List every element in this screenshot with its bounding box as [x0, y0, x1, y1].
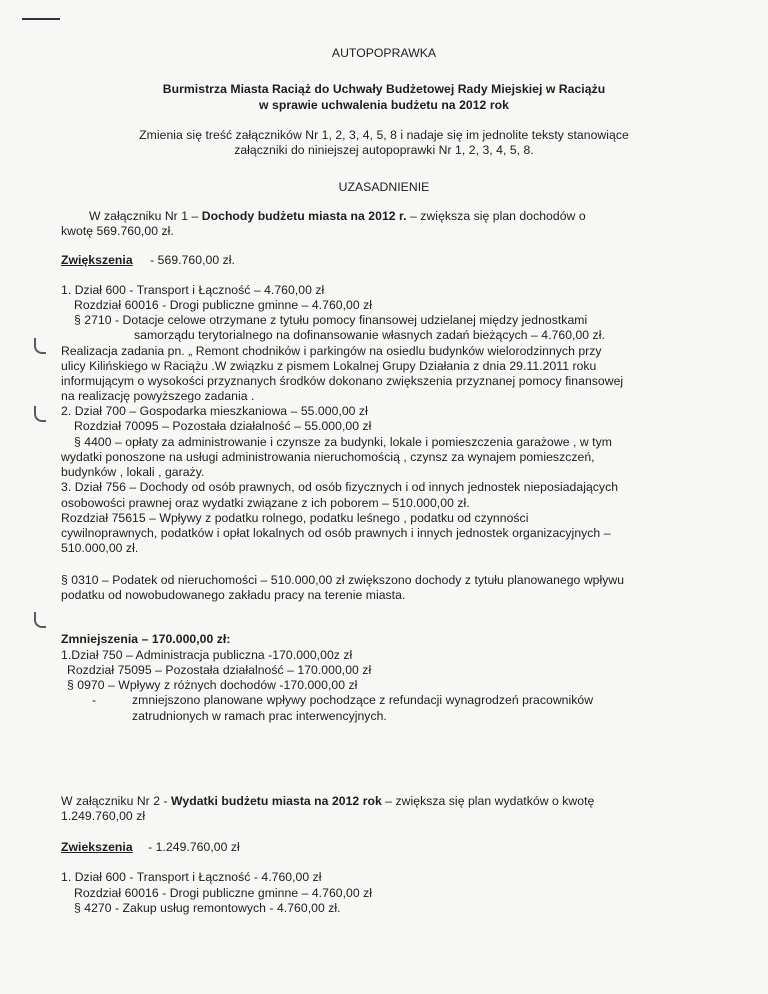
margin-pencil-mark [34, 612, 46, 628]
list-item: Realizacja zadania pn. „ Remont chodników i parkingów na osiedlu budynków wielorodzinnych przy [61, 344, 602, 358]
attachment2-prefix: W załączniku Nr 2 - [61, 794, 168, 808]
attachment1-line1 [89, 209, 586, 223]
attachment1-prefix: W załączniku Nr 1 – [89, 209, 199, 223]
increases-row-1 [61, 253, 235, 267]
decreases-dash: - [92, 693, 97, 707]
list-item: § 2710 - Dotacje celowe otrzymane z tytułu pomocy finansowej udzielanej między jednostkami [74, 313, 588, 327]
list-item: wydatki ponoszone na usługi administrowania nieruchomością , czynsz za wynajem pomieszczeń, [61, 450, 595, 464]
list-item: samorządu terytorialnego na dofinansowanie własnych zadań bieżących – 4.760,00 zł. [134, 328, 605, 342]
document-subtitle-line2: w sprawie uchwalenia budżetu na 2012 rok [259, 98, 509, 112]
list-item: osobowości prawnej oraz wydatki związane z ich poborem – 510.000,00 zł. [61, 496, 470, 510]
list-item: Rozdział 75615 – Wpływy z podatku rolnego, podatku leśnego , podatku od czynności [61, 511, 529, 525]
document-subtitle-line1: Burmistrza Miasta Raciąż do Uchwały Budżetowej Rady Miejskiej w Raciążu [162, 82, 606, 96]
scan-mark [22, 18, 60, 20]
list-item: Rozdział 60016 - Drogi publiczne gminne – 4.760,00 zł [74, 886, 373, 900]
decreases-heading: Zmniejszenia – 170.000,00 zł: [61, 632, 231, 646]
margin-pencil-mark [34, 338, 46, 354]
attachment1-bold-title: Dochody budżetu miasta na 2012 r. [201, 209, 407, 223]
list-item: Rozdział 60016 - Drogi publiczne gminne – 4.760,00 zł [74, 298, 373, 312]
list-item: Rozdział 70095 – Pozostała działalność – 55.000,00 zł [74, 419, 372, 433]
list-item: 1. Dział 600 - Transport i Łączność - 4.760,00 zł [61, 870, 322, 884]
margin-pencil-mark [34, 406, 46, 422]
list-item: na realizację powyższego zadania . [61, 389, 255, 403]
list-item: § 4270 - Zakup usług remontowych - 4.760,00 zł. [74, 901, 341, 915]
list-item: § 4400 – opłaty za administrowanie i czynsze za budynki, lokale i pomieszczenia garażowe , w tym [74, 435, 612, 449]
attachment2-line1 [61, 794, 594, 808]
decreases-line: § 0970 – Wpływy z różnych dochodów -170.000,00 zł [67, 678, 358, 692]
intro-line1: Zmienia się treść załączników Nr 1, 2, 3, 4, 5, 8 i nadaje się im jednolite teksty stanowiące [139, 128, 629, 142]
list-item: ulicy Kilińskiego w Raciążu .W związku z pismem Lokalnej Grupy Działania z dnia 29.11.2011 roku [61, 359, 597, 373]
increases-value: - 569.760,00 zł. [150, 253, 235, 267]
decreases-line: zatrudnionych w ramach prac interwencyjnych. [132, 709, 387, 723]
decreases-line: Rozdział 75095 – Pozostała działalność – 170.000,00 zł [67, 663, 372, 677]
list-item: 1. Dział 600 - Transport i Łączność – 4.760,00 zł [61, 283, 325, 297]
list-item: budynków , lokali , garaży. [61, 465, 205, 479]
attachment2-bold-title: Wydatki budżetu miasta na 2012 rok [171, 794, 382, 808]
attachment1-suffix: – zwiększa się plan dochodów o [410, 209, 586, 223]
increases2-label: Zwiekszenia [61, 840, 133, 854]
increases-label: Zwiększenia [61, 253, 133, 267]
list-item: cywilnoprawnych, podatków i opłat lokalnych od osób prawnych i innych jednostek organizacyjnych – [61, 526, 611, 540]
intro-line2: załączniki do niniejszej autopoprawki Nr 1, 2, 3, 4, 5, 8. [234, 143, 534, 157]
list-item: 3. Dział 756 – Dochody od osób prawnych, od osób fizycznych i od innych jednostek nieposiadających [61, 480, 619, 494]
attachment2-line2: 1.249.760,00 zł [61, 809, 146, 823]
list-item: 510.000,00 zł. [61, 541, 139, 555]
attachment2-suffix: – zwiększa się plan wydatków o kwotę [385, 794, 595, 808]
list-item: § 0310 – Podatek od nieruchomości – 510.000,00 zł zwiększono dochody z tytułu planowanego wpływu [61, 573, 625, 587]
section-heading-uzasadnienie: UZASADNIENIE [338, 180, 430, 194]
list-item: podatku od nowobudowanego zakładu pracy na terenie miasta. [61, 588, 406, 602]
decreases-line: 1.Dział 750 – Administracja publiczna -170.000,00z zł [61, 648, 353, 662]
document-title: AUTOPOPRAWKA [331, 46, 437, 60]
list-item: 2. Dział 700 – Gospodarka mieszkaniowa – 55.000,00 zł [61, 404, 368, 418]
decreases-line: zmniejszono planowane wpływy pochodzące z refundacji wynagrodzeń pracowników [132, 693, 594, 707]
increases2-value: - 1.249.760,00 zł [148, 840, 240, 854]
list-item: informującym o wysokości przyznanych środków dokonano zwiększenia przyznanej pomocy finansowej [61, 374, 624, 388]
increases-row-2 [61, 840, 240, 854]
attachment1-line2: kwotę 569.760,00 zł. [61, 224, 174, 238]
